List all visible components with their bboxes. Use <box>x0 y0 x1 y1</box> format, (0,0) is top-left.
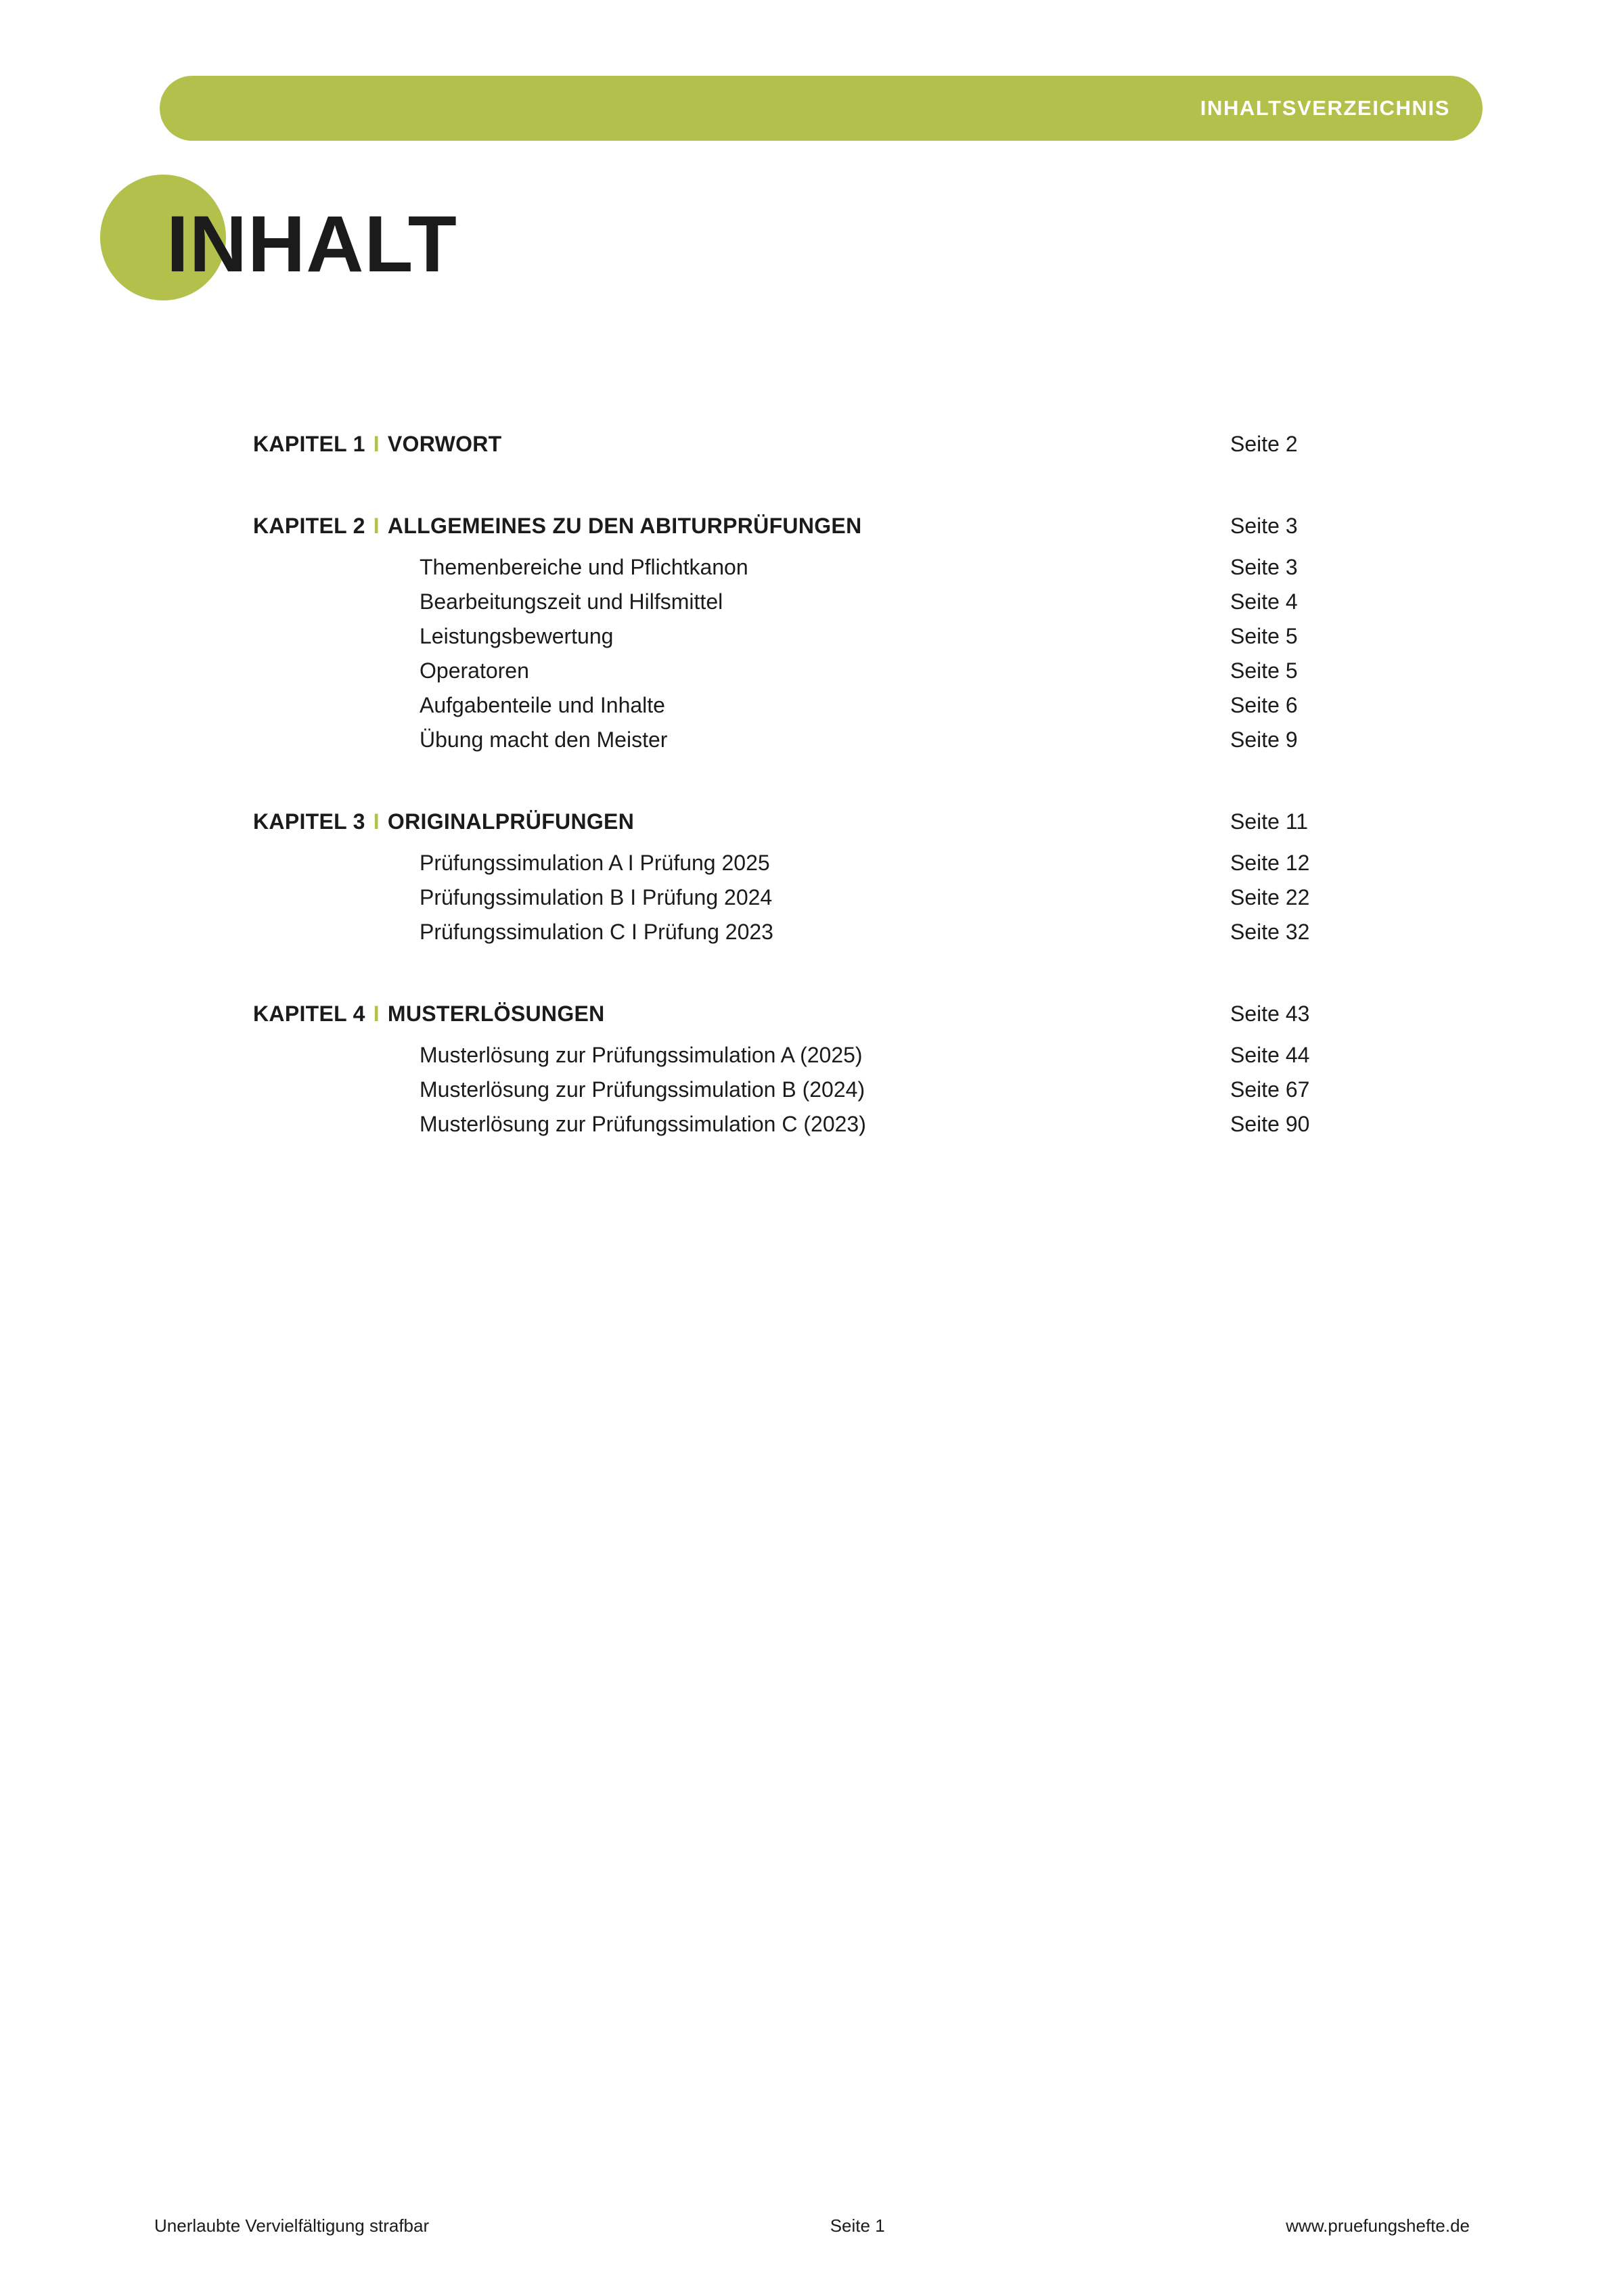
toc-entry-row[interactable] <box>253 1112 1359 1137</box>
toc-chapter-separator: I <box>373 514 380 538</box>
toc-entry-row[interactable] <box>253 658 1359 683</box>
toc-chapter-row[interactable] <box>253 1001 1359 1027</box>
toc-chapter-row[interactable] <box>253 809 1359 834</box>
toc-entry-title: Prüfungssimulation B I Prüfung 2024 <box>420 885 773 909</box>
header-band-label: INHALTSVERZEICHNIS <box>1200 96 1450 120</box>
footer-page-number: Seite 1 <box>830 2215 885 2236</box>
toc-chapter-group <box>253 1001 1359 1137</box>
page-title-text: INHALT <box>166 200 457 289</box>
toc-chapter-page: Seite 3 <box>1230 514 1298 538</box>
toc-entry-row[interactable] <box>253 693 1359 718</box>
toc-entry-row[interactable] <box>253 1077 1359 1102</box>
toc-chapter-group <box>253 809 1359 945</box>
toc-entry-page: Seite 4 <box>1230 589 1298 614</box>
toc-entry-page: Seite 22 <box>1230 885 1310 909</box>
toc-entry-title: Musterlösung zur Prüfungssimulation C (2023) <box>420 1112 866 1136</box>
toc-chapter-title: ORIGINALPRÜFUNGEN <box>387 809 635 834</box>
toc-entry-page: Seite 9 <box>1230 727 1298 752</box>
footer-copyright-note: Unerlaubte Vervielfältigung strafbar <box>154 2215 430 2236</box>
header-band <box>160 76 1483 141</box>
toc-entry-title: Musterlösung zur Prüfungssimulation B (2024) <box>420 1077 865 1102</box>
toc-chapter-heading <box>253 432 502 457</box>
toc-chapter-title: VORWORT <box>387 432 502 456</box>
toc-chapter-heading <box>253 514 861 539</box>
toc-entry-page: Seite 5 <box>1230 658 1298 683</box>
toc-entry-row[interactable] <box>253 851 1359 876</box>
table-of-contents <box>253 432 1359 1137</box>
toc-chapter-label: KAPITEL 2 <box>253 514 365 538</box>
toc-chapter-label: KAPITEL 3 <box>253 809 365 834</box>
toc-chapter-group <box>253 514 1359 752</box>
toc-chapter-group <box>253 432 1359 457</box>
toc-entry-title: Operatoren <box>420 658 529 683</box>
toc-entry-row[interactable] <box>253 555 1359 580</box>
toc-entry-row[interactable] <box>253 885 1359 910</box>
toc-chapter-heading <box>253 1001 605 1027</box>
toc-chapter-page: Seite 43 <box>1230 1001 1310 1026</box>
toc-chapter-label: KAPITEL 1 <box>253 432 365 456</box>
toc-chapter-row[interactable] <box>253 514 1359 539</box>
toc-chapter-separator: I <box>373 1001 380 1026</box>
toc-chapter-label: KAPITEL 4 <box>253 1001 365 1026</box>
toc-entry-title: Übung macht den Meister <box>420 727 668 752</box>
toc-entry-page: Seite 67 <box>1230 1077 1310 1102</box>
toc-chapter-separator: I <box>373 809 380 834</box>
toc-chapter-page: Seite 11 <box>1230 809 1309 834</box>
toc-chapter-row[interactable] <box>253 432 1359 457</box>
toc-entry-page: Seite 6 <box>1230 693 1298 717</box>
page-footer <box>154 2215 1470 2236</box>
toc-entry-title: Prüfungssimulation A I Prüfung 2025 <box>420 851 770 875</box>
toc-entry-title: Musterlösung zur Prüfungssimulation A (2025) <box>420 1043 863 1067</box>
toc-entry-title: Prüfungssimulation C I Prüfung 2023 <box>420 920 773 944</box>
toc-chapter-page: Seite 2 <box>1230 432 1298 456</box>
toc-entry-page: Seite 32 <box>1230 920 1310 944</box>
toc-chapter-heading <box>253 809 634 834</box>
toc-entry-row[interactable] <box>253 624 1359 649</box>
toc-entry-row[interactable] <box>253 920 1359 945</box>
toc-entry-row[interactable] <box>253 727 1359 752</box>
toc-entry-page: Seite 5 <box>1230 624 1298 648</box>
footer-website: www.pruefungshefte.de <box>1286 2215 1470 2236</box>
toc-entry-title: Bearbeitungszeit und Hilfsmittel <box>420 589 723 614</box>
toc-entry-title: Themenbereiche und Pflichtkanon <box>420 555 748 579</box>
toc-entry-page: Seite 44 <box>1230 1043 1310 1067</box>
toc-chapter-separator: I <box>373 432 380 456</box>
toc-entry-page: Seite 3 <box>1230 555 1298 579</box>
toc-entry-row[interactable] <box>253 589 1359 614</box>
toc-entry-title: Leistungsbewertung <box>420 624 614 648</box>
toc-entry-page: Seite 12 <box>1230 851 1310 875</box>
toc-chapter-title: MUSTERLÖSUNGEN <box>387 1001 605 1026</box>
toc-entry-row[interactable] <box>253 1043 1359 1068</box>
toc-entry-title: Aufgabenteile und Inhalte <box>420 693 665 717</box>
toc-chapter-title: ALLGEMEINES ZU DEN ABITURPRÜFUNGEN <box>387 514 862 538</box>
toc-entry-page: Seite 90 <box>1230 1112 1310 1136</box>
